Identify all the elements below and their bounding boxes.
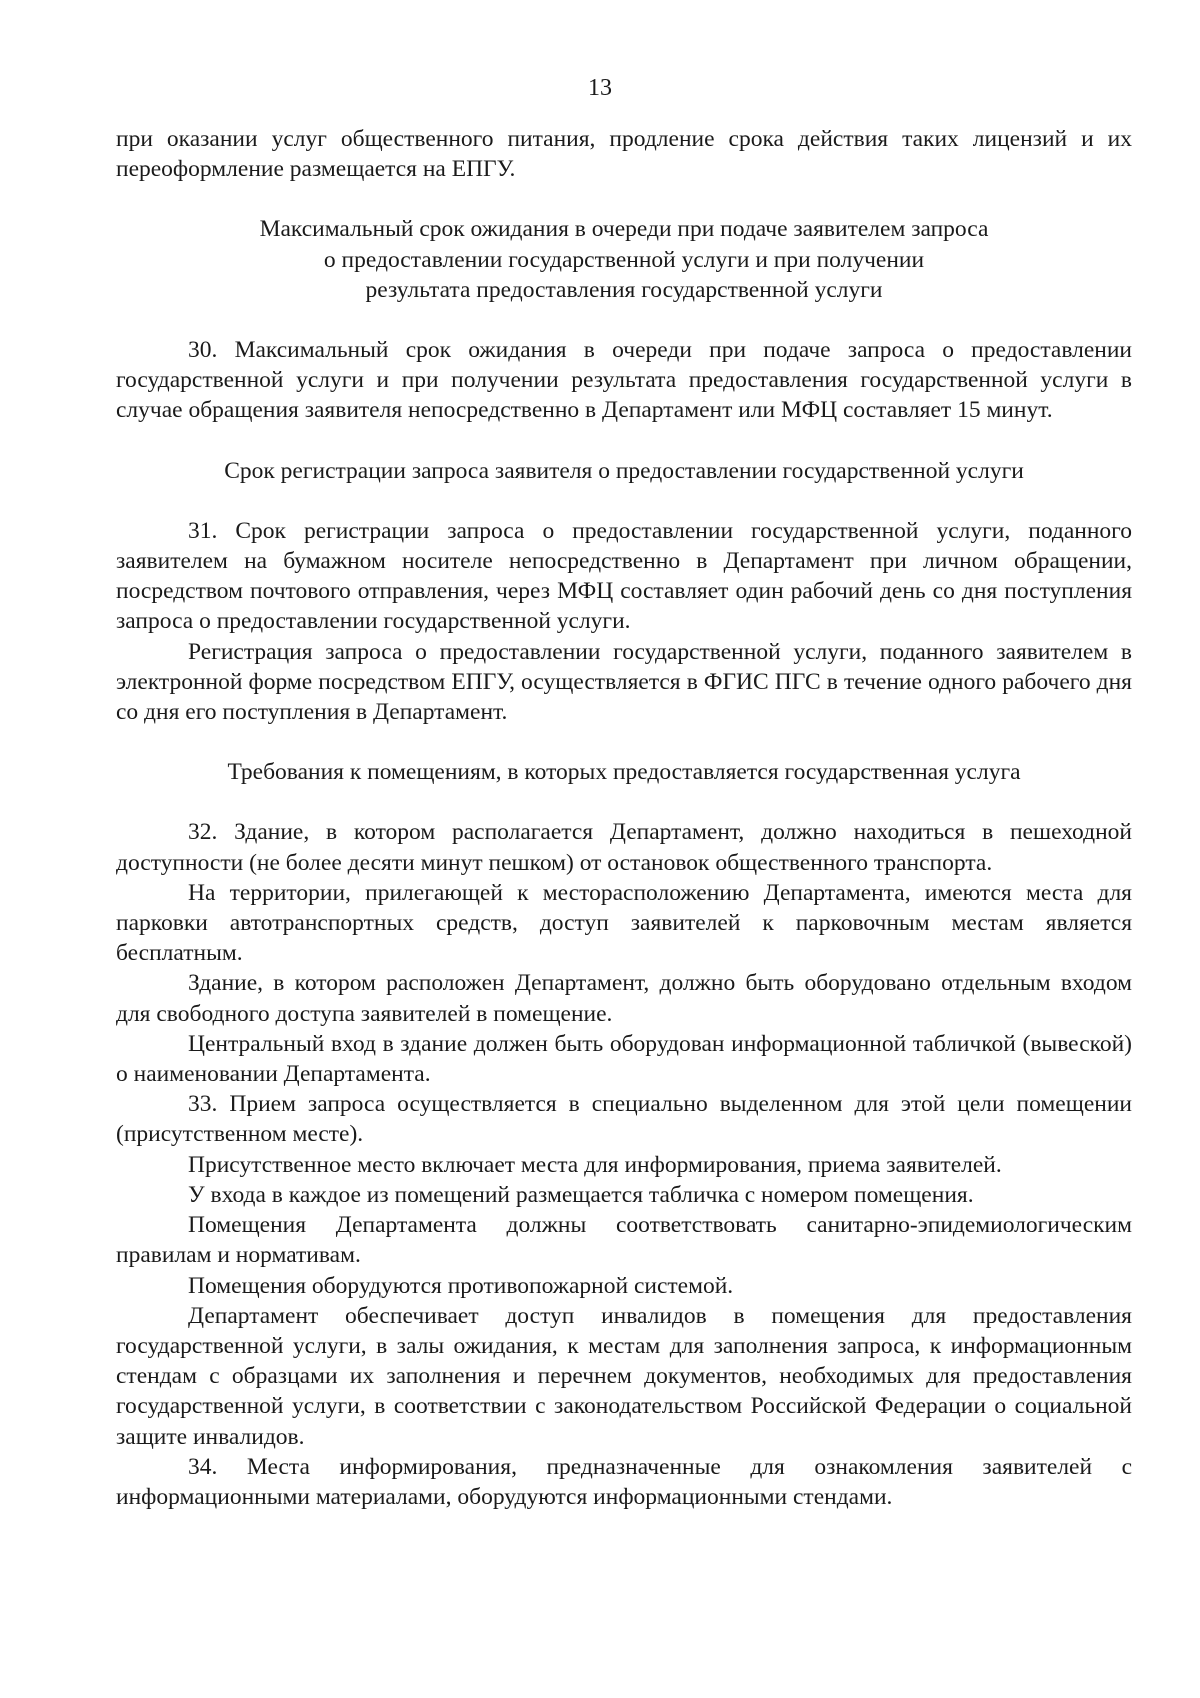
paragraph-33-accessibility: Департамент обеспечивает доступ инвалидов в помещения для предоставления государственной услуги, в залы ожидания, к местам для заполнения запроса, к информационным стендам с образцами их заполнения и перечнем документов, необходимых для предоставления государственной услуги, в соответствии с законодательством Российской Федерации о социальной защите инвалидов. [116, 1302, 1132, 1450]
paragraph-32-entrance: Здание, в котором расположен Департамент, должно быть оборудовано отдельным входом для свободного доступа заявителей в помещение. [116, 970, 1132, 1027]
paragraph-33-sanitary: Помещения Департамента должны соответствовать санитарно-эпидемиологическим правилам и нормативам. [116, 1212, 1132, 1269]
paragraph-33-fire-safety: Помещения оборудуются противопожарной системой. [188, 1272, 734, 1299]
paragraph-30: 30. Максимальный срок ожидания в очереди при подаче запроса о предоставлении государственной услуги и при получении результата предоставления государственной услуги в случае обращения заявителя непосредственно в Департамент или МФЦ составляет 15 минут. [116, 337, 1132, 424]
paragraph-31-electronic: Регистрация запроса о предоставлении государственной услуги, поданного заявителем в электронной форме посредством ЕПГУ, осуществляется в ФГИС ПГС в течение одного рабочего дня со дня его поступления в Департамент. [116, 638, 1132, 726]
heading-line: о предоставлении государственной услуги и при получении [323, 246, 925, 273]
paragraph-32-sign: Центральный вход в здание должен быть оборудован информационной табличкой (вывеской) о наименовании Департамента. [116, 1030, 1132, 1088]
paragraph-34: 34. Места информирования, предназначенные для ознакомления заявителей с информационными материалами, оборудуются информационными стендами. [116, 1453, 1132, 1510]
paragraph-continuation: при оказании услуг общественного питания, продление срока действия таких лицензий и их переоформление размещается на ЕПГУ. [116, 126, 1132, 183]
paragraph-33-room-plate: У входа в каждое из помещений размещается табличка с номером помещения. [188, 1181, 974, 1208]
section-heading-registration-term: Срок регистрации запроса заявителя о предоставлении государственной услуги [224, 457, 1024, 484]
paragraph-31: 31. Срок регистрации запроса о предоставлении государственной услуги, поданного заявителем на бумажном носителе непосредственно в Департамент при личном обращении, посредством почтового отправления, через МФЦ составляет один рабочий день со дня поступления запроса о предоставлении государственной услуги. [116, 517, 1132, 635]
section-heading-waiting-time [116, 214, 1132, 305]
heading-line: результата предоставления государственной услуги [365, 276, 883, 303]
paragraph-32-parking: На территории, прилегающей к месторасположению Департамента, имеются места для парковки автотранспортных средств, доступ заявителей к парковочным местам является бесплатным. [116, 879, 1132, 967]
section-heading-premises: Требования к помещениям, в которых предоставляется государственная услуга [227, 759, 1021, 786]
paragraph-32: 32. Здание, в котором располагается Департамент, должно находиться в пешеходной доступности (не более десяти минут пешком) от остановок общественного транспорта. [116, 819, 1132, 876]
heading-line: Максимальный срок ожидания в очереди при подаче заявителем запроса [259, 216, 989, 243]
page-number: 13 [588, 75, 612, 101]
document-body [116, 124, 1132, 1512]
paragraph-33-reception: Присутственное место включает места для информирования, приема заявителей. [188, 1151, 1002, 1178]
paragraph-33: 33. Прием запроса осуществляется в специально выделенном для этой цели помещении (присутственном месте). [116, 1091, 1132, 1148]
